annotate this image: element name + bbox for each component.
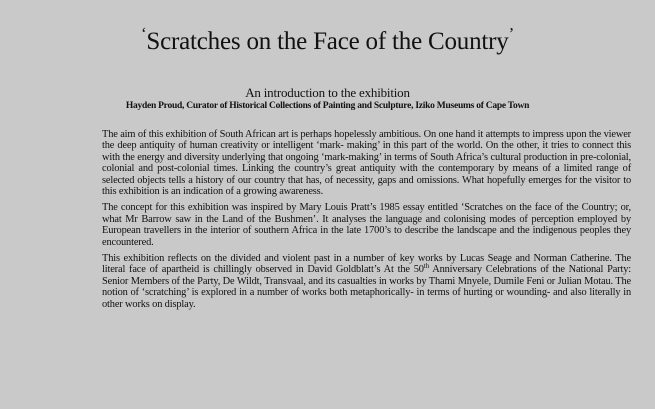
paragraph-3-text-a: This exhibition reflects on the divided and violent past in a number of key works by Lucas Seage and Norman Catherine. The literal face of apartheid is chillingly observed in David Goldblatt’s At the 50 xyxy=(102,253,631,276)
title-text: Scratches on the Face of the Country xyxy=(146,28,509,55)
paragraph-1: The aim of this exhibition of South African art is perhaps hopelessly ambitious. On one hand it attempts to impress upon the viewer the deep antiquity of human creativity or intelligent ‘mark- making’ in this part of the world. On the other, it tries to connect this with the energy and diversity underlying that ongoing ‘mark-making’ in terms of South Africa’s cultural production in pre-colonial, colonial and post-colonial times. Linking the country’s great antiquity with the contemporary by means of a limited range of selected objects tells a history of our country that has, of necessity, gaps and omissions. What hopefully emerges for the visitor to this exhibition is an indication of a growing awareness. xyxy=(102,129,631,198)
paragraph-3-text-b: Anniversary Celebrations of the National Party: Senior Members of the Party, De Wildt, Transvaal, and its casualties in works by Thami Mnyele, Dumile Feni or Julian Motau. The notion of ‘scratching’ is explored in a number of works both metaphorically- in terms of hurting or wounding- and also literally in other works on display. xyxy=(102,264,631,310)
page-title xyxy=(0,18,655,58)
title-open-quote: ‘ xyxy=(140,24,147,43)
paragraph-3 xyxy=(102,253,631,310)
author-byline: Hayden Proud, Curator of Historical Collections of Painting and Sculpture, Iziko Museums of Cape Town xyxy=(125,101,530,111)
article-body xyxy=(102,129,631,315)
ordinal-superscript: th xyxy=(423,262,429,271)
subtitle: An introduction to the exhibition xyxy=(245,85,410,100)
paragraph-2: The concept for this exhibition was inspired by Mary Louis Pratt’s 1985 essay entitled ‘Scratches on the face of the Country; or, what Mr Barrow saw in the Land of the Bushmen’. It analyses the language and colonising modes of perception employed by European travellers in the interior of southern Africa in the late 1700’s to describe the landscape and the indigenous peoples they encountered. xyxy=(102,202,631,248)
title-close-quote: ’ xyxy=(508,24,515,43)
